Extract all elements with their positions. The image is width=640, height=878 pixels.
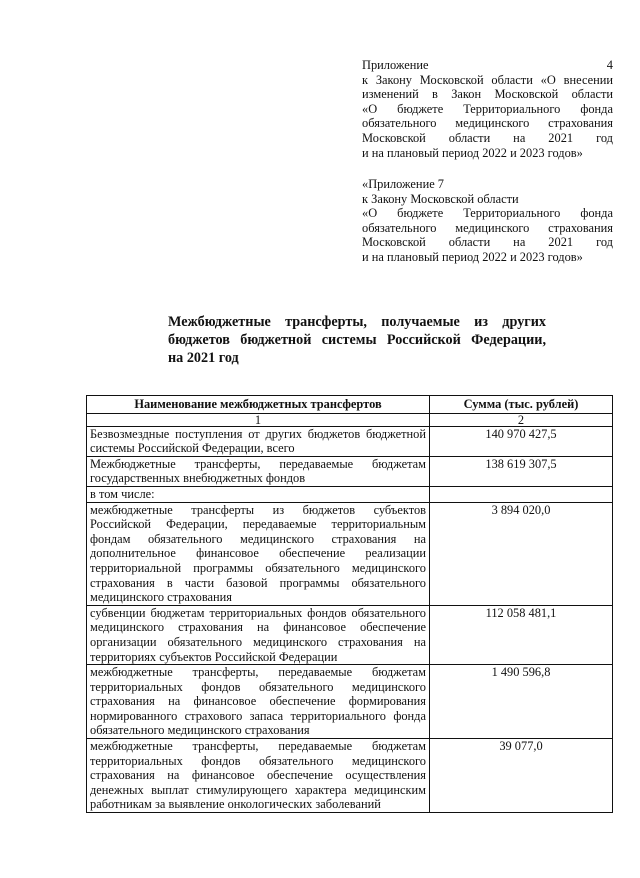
annex-current-line: обязательного медицинского страхования (362, 116, 613, 131)
annex-current-line: Приложение 4 (362, 58, 613, 72)
column-number: 1 (87, 413, 430, 426)
transfer-amount: 112 058 481,1 (430, 605, 613, 664)
transfer-name-cell (87, 486, 430, 502)
table-row (87, 502, 613, 605)
document-title-line: бюджетов бюджетной системы Российской Федерации, (168, 332, 546, 348)
table-row (87, 486, 613, 502)
transfer-amount (430, 486, 613, 502)
transfer-name: межбюджетные трансферты из бюджетов субъектов Российской Федерации, передаваемые территориальным фондам обязательного медицинского страхования на дополнительное финансовое обеспечение реализации территориальной программы обязательного медицинского страхования в части базовой программы обязательного медицинского страхования (90, 502, 426, 605)
table-row (87, 665, 613, 739)
transfer-name-cell (87, 665, 430, 739)
transfer-name: межбюджетные трансферты, передаваемые бюджетам территориальных фондов обязательного медицинского страхования на финансовое обеспечение формирования нормированного страхового запаса территориального фонда обязательного медицинского страхования (90, 665, 426, 738)
transfer-name: в том числе: (90, 486, 155, 501)
transfers-table (86, 395, 613, 813)
annex-current-line: «О бюджете Территориального фонда (362, 101, 613, 116)
annex-original-line: Московской области на 2021 год (362, 235, 613, 250)
column-header-amount: Сумма (тыс. рублей) (430, 396, 613, 414)
table-row (87, 426, 613, 456)
transfer-name-cell (87, 739, 430, 813)
annex-current-line: Московской области на 2021 год (362, 130, 613, 145)
document-title-line: Межбюджетные трансферты, получаемые из других (168, 314, 546, 330)
annex-original-line: «Приложение 7 (362, 177, 444, 191)
transfer-name: субвенции бюджетам территориальных фондов обязательного медицинского страхования на финансовое обеспечение организации обязательного медицинского страхования на территориях субъектов Российской Федерации (90, 605, 426, 664)
table-row (87, 456, 613, 486)
annex-current-line: и на плановый период 2022 и 2023 годов» (362, 145, 583, 160)
document-title-line: на 2021 год (168, 350, 239, 366)
transfer-amount: 39 077,0 (430, 739, 613, 813)
column-header-name: Наименование межбюджетных трансфертов (87, 396, 430, 414)
table-row (87, 605, 613, 664)
transfer-name-cell (87, 502, 430, 605)
column-number-row (87, 413, 613, 426)
annex-original-line: «О бюджете Территориального фонда (362, 206, 613, 221)
transfer-name-cell (87, 456, 430, 486)
transfer-name-cell (87, 605, 430, 664)
annex-current-line: к Закону Московской области «О внесении (362, 72, 613, 87)
transfer-name: Межбюджетные трансферты, передаваемые бюджетам государственных внебюджетных фондов (90, 456, 426, 486)
annex-original-line: к Закону Московской области (362, 191, 519, 206)
table-header-row (87, 396, 613, 414)
transfer-amount: 138 619 307,5 (430, 456, 613, 486)
annex-original-line: обязательного медицинского страхования (362, 220, 613, 235)
column-number: 2 (430, 413, 613, 426)
document-title (168, 313, 546, 367)
transfer-name: Безвозмездные поступления от других бюджетов бюджетной системы Российской Федерации, всего (90, 426, 426, 456)
annex-current-line: изменений в Закон Московской области (362, 87, 613, 102)
transfer-name: межбюджетные трансферты, передаваемые бюджетам территориальных фондов обязательного медицинского страхования на финансовое обеспечение осуществления денежных выплат стимулирующего характера медицинским работникам за выявление онкологических заболеваний (90, 739, 426, 812)
transfer-amount: 3 894 020,0 (430, 502, 613, 605)
table-row (87, 739, 613, 813)
transfer-name-cell (87, 426, 430, 456)
annex-current-header (362, 58, 613, 160)
transfer-amount: 140 970 427,5 (430, 426, 613, 456)
transfer-amount: 1 490 596,8 (430, 665, 613, 739)
annex-original-line: и на плановый период 2022 и 2023 годов» (362, 249, 583, 264)
annex-original-header (362, 177, 613, 265)
